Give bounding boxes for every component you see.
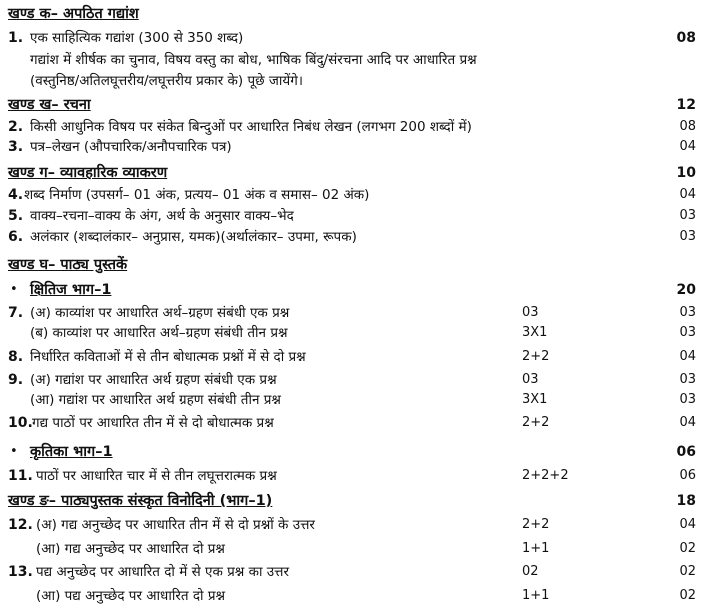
question-3-marks: 04: [679, 139, 696, 154]
kritika-bullet: •: [10, 444, 18, 459]
question-6-marks: 03: [679, 229, 696, 244]
question-9-number: 9.: [8, 372, 24, 388]
section-e-heading: खण्ड ङ– पाठ्यपुस्तक संस्कृत विनोदिनी (भाग–1): [8, 493, 273, 509]
question-9b-row: [0, 388, 704, 412]
question-2-number: 2.: [8, 119, 24, 135]
question-13b-row: [0, 584, 704, 608]
question-3-text: पत्र–लेखन (औपचारिक/अनौपचारिक पत्र): [30, 139, 232, 155]
question-5-number: 5.: [8, 208, 24, 224]
question-2-marks: 08: [679, 119, 696, 134]
question-11-number: 11.: [8, 468, 33, 484]
question-4-marks: 04: [679, 187, 696, 202]
kshitij-title: क्षितिज भाग–1: [30, 282, 112, 298]
question-1-row: [0, 26, 704, 50]
section-a-heading: खण्ड क– अपठित गद्यांश: [8, 6, 139, 22]
question-1-text: एक साहित्यिक गद्यांश (300 से 350 शब्द): [30, 30, 244, 46]
question-11-split: 2+2+2: [522, 468, 569, 483]
question-13a-split: 02: [522, 564, 539, 579]
section-b-heading: खण्ड ख– रचना: [8, 97, 91, 113]
question-3-row: [0, 135, 704, 159]
question-1-marks: 08: [676, 30, 696, 46]
question-9b-marks: 03: [679, 392, 696, 407]
question-8-marks: 04: [679, 349, 696, 364]
question-7-number: 7.: [8, 305, 24, 321]
question-7b-marks: 03: [679, 325, 696, 340]
question-1-number: 1.: [8, 30, 24, 46]
question-12-number: 12.: [8, 517, 33, 533]
question-13a-marks: 02: [679, 564, 696, 579]
question-7b-split: 3X1: [522, 325, 548, 340]
question-12b-marks: 02: [679, 541, 696, 556]
section-b-total: 12: [676, 97, 696, 113]
kshitij-bullet: •: [10, 282, 18, 297]
question-9a-split: 03: [522, 372, 539, 387]
question-10-text: गद्य पाठों पर आधारित तीन में से दो बोधात्मक प्रश्न: [32, 415, 274, 431]
question-11-row: [0, 464, 704, 488]
section-e-heading-row: [0, 489, 704, 513]
question-9a-marks: 03: [679, 372, 696, 387]
question-12b-row: [0, 537, 704, 561]
question-2-text: किसी आधुनिक विषय पर संकेत बिन्दुओं पर आधारित निबंध लेखन (लगभग 200 शब्दों में): [30, 119, 472, 135]
question-10-row: [0, 411, 704, 435]
kritika-title: कृतिका भाग–1: [30, 444, 113, 460]
question-7b-row: [0, 321, 704, 345]
kshitij-heading-row: [0, 278, 704, 302]
section-d-heading-row: [0, 253, 704, 277]
section-c-heading-row: [0, 161, 704, 185]
question-13a-text: पद्य अनुच्छेद पर आधारित दो में से एक प्रश्न का उत्तर: [36, 564, 290, 580]
question-9b-split: 3X1: [522, 392, 548, 407]
question-6-text: अलंकार (शब्दालंकार– अनुप्रास, यमक)(अर्थालंकार– उपमा, रूपक): [30, 229, 357, 245]
question-10-split: 2+2: [522, 415, 550, 430]
question-7a-text: (अ) काव्यांश पर आधारित अर्थ–ग्रहण संबंधी एक प्रश्न: [30, 305, 290, 321]
question-5-marks: 03: [679, 208, 696, 223]
question-6-row: [0, 225, 704, 249]
section-e-total: 18: [676, 493, 696, 509]
section-c-heading: खण्ड ग– व्यावहारिक व्याकरण: [8, 165, 168, 181]
question-12b-split: 1+1: [522, 541, 550, 556]
question-1-description-1: गद्यांश में शीर्षक का चुनाव, विषय वस्तु का बोध, भाषिक बिंदु/संरचना आदि पर आधारित प्रश्न: [30, 52, 477, 68]
question-7a-marks: 03: [679, 305, 696, 320]
question-4-number: 4.: [8, 187, 24, 203]
question-10-marks: 04: [679, 415, 696, 430]
question-8-number: 8.: [8, 349, 24, 365]
question-12a-row: [0, 513, 704, 537]
question-1-description-2: (वस्तुनिष्ठ/अतिलघूत्तरीय/लघूत्तरीय प्रकार के) पूछे जायेंगे।: [30, 73, 303, 89]
kshitij-total: 20: [676, 282, 696, 298]
question-12a-text: (अ) गद्य अनुच्छेद पर आधारित तीन में से दो प्रश्नों के उत्तर: [36, 517, 315, 533]
section-b-heading-row: [0, 93, 704, 117]
question-13b-text: (आ) पद्य अनुच्छेद पर आधारित दो प्रश्न: [36, 588, 226, 604]
question-9b-text: (आ) गद्यांश पर आधारित अर्थ ग्रहण संबंधी तीन प्रश्न: [30, 392, 281, 408]
kritika-total: 06: [676, 444, 696, 460]
question-12a-split: 2+2: [522, 517, 550, 532]
section-a-heading-row: [0, 2, 704, 26]
question-8-row: [0, 345, 704, 369]
question-3-number: 3.: [8, 139, 24, 155]
question-13b-marks: 02: [679, 588, 696, 603]
question-12a-marks: 04: [679, 517, 696, 532]
question-10-number: 10.: [8, 415, 33, 431]
question-1-desc-row-2: [0, 69, 704, 93]
kritika-heading-row: [0, 440, 704, 464]
question-7a-split: 03: [522, 305, 539, 320]
question-8-split: 2+2: [522, 349, 550, 364]
question-12b-text: (आ) गद्य अनुच्छेद पर आधारित दो प्रश्न: [36, 541, 225, 557]
question-5-text: वाक्य–रचना–वाक्य के अंग, अर्थ के अनुसार वाक्य–भेद: [30, 208, 294, 224]
question-13-number: 13.: [8, 564, 33, 580]
question-4-text: शब्द निर्माण (उपसर्ग– 01 अंक, प्रत्यय– 01 अंक व समास– 02 अंक): [24, 187, 370, 203]
question-11-text: पाठों पर आधारित चार में से तीन लघूत्तरात्मक प्रश्न: [36, 468, 277, 484]
question-8-text: निर्धारित कविताओं में से तीन बोधात्मक प्रश्नों में से दो प्रश्न: [30, 349, 306, 365]
question-9a-text: (अ) गद्यांश पर आधारित अर्थ ग्रहण संबंधी एक प्रश्न: [30, 372, 277, 388]
section-d-heading: खण्ड घ– पाठ्य पुस्तकें: [8, 257, 128, 273]
question-6-number: 6.: [8, 229, 24, 245]
section-c-total: 10: [676, 165, 696, 181]
question-7b-text: (ब) काव्यांश पर आधारित अर्थ–ग्रहण संबंधी तीन प्रश्न: [30, 325, 288, 341]
question-13b-split: 1+1: [522, 588, 550, 603]
question-11-marks: 06: [679, 468, 696, 483]
question-13a-row: [0, 560, 704, 584]
